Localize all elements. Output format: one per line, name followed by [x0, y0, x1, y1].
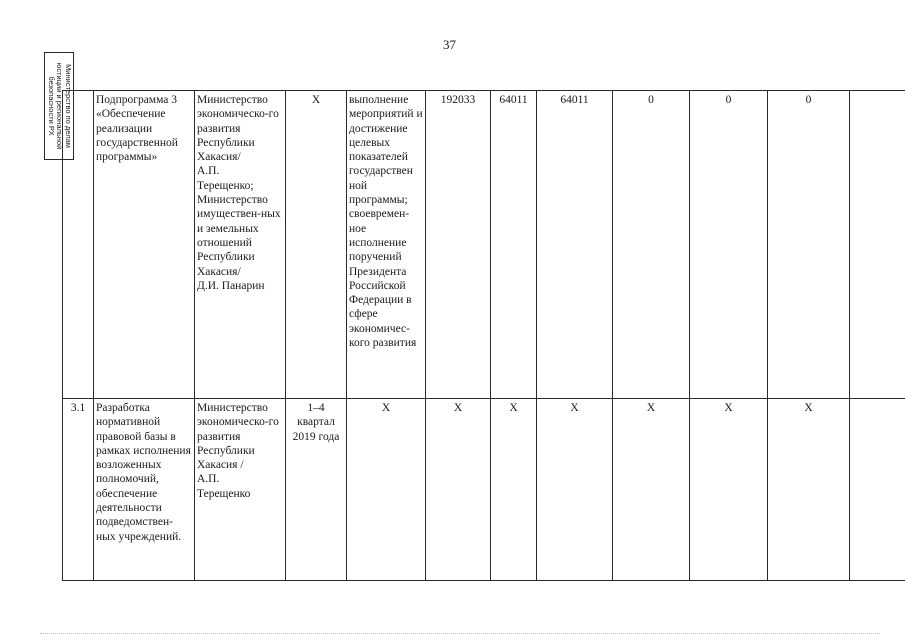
executor-cell: Министерство экономическо-го развития Республики Хакасия/ А.П. Терещенко; Министерство имуществен-ных и земельных отношений Республики Хакасия/ Д.И. Панарин	[195, 91, 286, 399]
value-cell: 0	[613, 91, 690, 399]
page-number: 37	[443, 37, 456, 52]
value-cell: Х	[690, 399, 768, 581]
value-cell: 0	[768, 91, 850, 399]
value-cell: 64011	[537, 91, 613, 399]
value-cell: 0	[690, 91, 768, 399]
table-row	[63, 91, 905, 399]
stamp-line: юстиции и региональной	[55, 62, 65, 150]
row-number-cell: 3.1	[63, 399, 94, 581]
expected-result-cell: Х	[347, 399, 426, 581]
value-cell: 64011	[491, 91, 537, 399]
activity-name-cell: Разработка нормативной правовой базы в рамках исполнения возложенных полномочий, обеспечение деятельности подведомствен-ных учреждений.	[94, 399, 195, 581]
term-cell: Х	[286, 91, 347, 399]
expected-result-cell: выполнение мероприятий и достижение целевых показателей государствен ной программы; своевремен-ное исполнение поручений Президента Российской Федерации в сфере экономичес-кого развития	[347, 91, 426, 399]
row-number-cell	[63, 91, 94, 399]
stamp-line: Министерство по делам	[63, 64, 73, 148]
subprogram-name-cell: Подпрограмма 3 «Обеспечение реализации государственной программы»	[94, 91, 195, 399]
value-cell: 192033	[426, 91, 491, 399]
table-row	[63, 399, 905, 581]
term-cell: 1–4 квартал 2019 года	[286, 399, 347, 581]
scan-artifact-line	[40, 633, 880, 634]
value-cell: Х	[613, 399, 690, 581]
value-cell: Х	[768, 399, 850, 581]
value-cell: Х	[491, 399, 537, 581]
value-cell: Х	[426, 399, 491, 581]
program-table	[62, 90, 905, 581]
value-cell: Х	[537, 399, 613, 581]
empty-cell	[850, 91, 905, 399]
empty-cell	[850, 399, 905, 581]
stamp-line: безопасности РХ	[46, 76, 56, 136]
executor-cell: Министерство экономическо-го развития Республики Хакасия / А.П. Терещенко	[195, 399, 286, 581]
